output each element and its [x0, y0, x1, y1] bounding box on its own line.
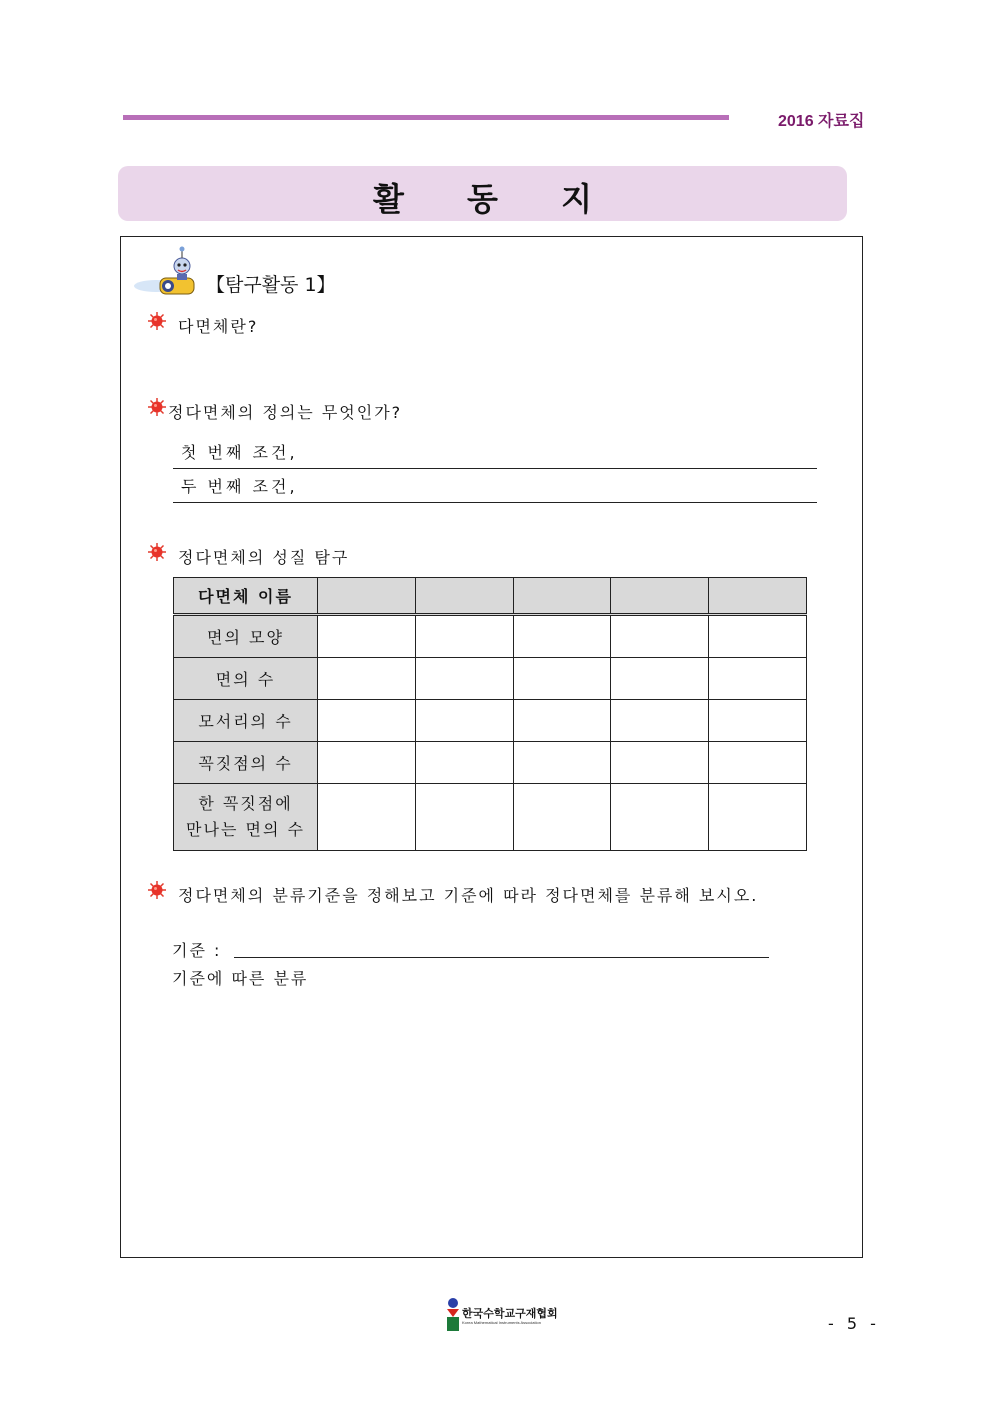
- table-cell[interactable]: [513, 615, 611, 658]
- table-cell[interactable]: [709, 742, 807, 784]
- table-cell[interactable]: [513, 658, 611, 700]
- question-classification: 정다면체의 분류기준을 정해보고 기준에 따라 정다면체를 분류해 보시오.: [178, 886, 759, 905]
- row-label-line: 한 꼭짓점에: [198, 794, 293, 813]
- rocket-mascot-icon: [134, 244, 200, 298]
- table-cell[interactable]: [709, 784, 807, 851]
- question-polyhedron: 다면체란?: [178, 317, 259, 336]
- table-cell[interactable]: [415, 784, 513, 851]
- table-cell[interactable]: [611, 700, 709, 742]
- table-row: [174, 658, 807, 700]
- table-cell[interactable]: [415, 658, 513, 700]
- table-row: [174, 578, 807, 615]
- classification-label: 기준에 따른 분류: [172, 969, 309, 988]
- table-cell[interactable]: [709, 700, 807, 742]
- org-logo-icon: [446, 1297, 460, 1331]
- table-cell[interactable]: [318, 700, 416, 742]
- table-cell[interactable]: [415, 742, 513, 784]
- table-cell[interactable]: [611, 784, 709, 851]
- question-definition: 정다면체의 정의는 무엇인가?: [168, 403, 403, 422]
- row-label-line: 만나는 면의 수: [186, 820, 305, 839]
- table-cell[interactable]: [415, 615, 513, 658]
- red-sun-bullet-icon: [148, 543, 166, 561]
- red-sun-bullet-icon: [148, 881, 166, 899]
- table-row: [174, 615, 807, 658]
- question-properties: 정다면체의 성질 탐구: [178, 548, 350, 567]
- table-header-cell: 다면체 이름: [174, 578, 318, 615]
- row-label: [174, 784, 318, 851]
- table-cell[interactable]: [513, 742, 611, 784]
- condition-line[interactable]: [173, 434, 817, 469]
- row-label: 꼭짓점의 수: [174, 742, 318, 784]
- table-cell[interactable]: [611, 742, 709, 784]
- header-label: 2016 자료집: [778, 113, 865, 130]
- table-cell[interactable]: [318, 742, 416, 784]
- table-cell[interactable]: [709, 578, 807, 615]
- criteria-label: 기준 :: [172, 941, 222, 960]
- table-cell[interactable]: [318, 658, 416, 700]
- table-cell[interactable]: [513, 784, 611, 851]
- table-cell[interactable]: [513, 700, 611, 742]
- table-row: [174, 784, 807, 851]
- table-cell[interactable]: [513, 578, 611, 615]
- org-name: 한국수학교구재협회: [462, 1308, 558, 1320]
- condition-line[interactable]: [173, 468, 817, 503]
- header-accent-line: [123, 115, 729, 120]
- table-cell[interactable]: [709, 658, 807, 700]
- table-row: [174, 700, 807, 742]
- table-cell[interactable]: [611, 658, 709, 700]
- row-label: 면의 모양: [174, 615, 318, 658]
- page-title: 활 동 지: [372, 180, 619, 218]
- properties-table: [173, 577, 807, 851]
- table-cell[interactable]: [709, 615, 807, 658]
- row-label: 모서리의 수: [174, 700, 318, 742]
- table-cell[interactable]: [318, 615, 416, 658]
- table-row: [174, 742, 807, 784]
- org-english-name: Korea Mathematical Instruments Association: [462, 1320, 541, 1325]
- condition-label: 두 번째 조건,: [181, 477, 298, 496]
- condition-label: 첫 번째 조건,: [181, 443, 298, 462]
- table-cell[interactable]: [611, 578, 709, 615]
- section-title: 【탐구활동 1】: [206, 274, 336, 296]
- page-number: - 5 -: [828, 1314, 880, 1333]
- table-cell[interactable]: [318, 578, 416, 615]
- table-cell[interactable]: [611, 615, 709, 658]
- table-cell[interactable]: [318, 784, 416, 851]
- table-cell[interactable]: [415, 578, 513, 615]
- red-sun-bullet-icon: [148, 398, 166, 416]
- table-cell[interactable]: [415, 700, 513, 742]
- criteria-input-line[interactable]: [234, 957, 769, 958]
- title-banner: [118, 166, 847, 221]
- red-sun-bullet-icon: [148, 312, 166, 330]
- row-label: 면의 수: [174, 658, 318, 700]
